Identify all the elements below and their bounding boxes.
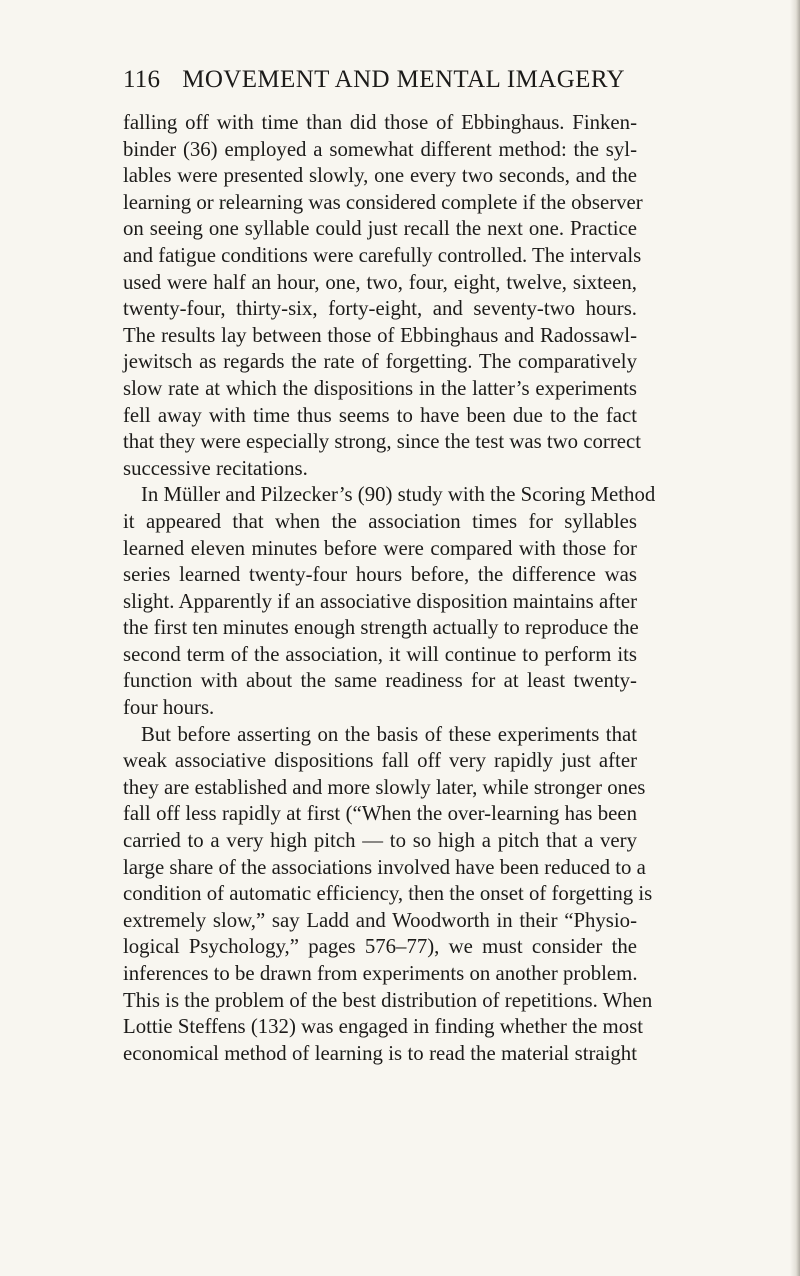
text-line: they are established and more slowly later, while stronger ones: [123, 775, 646, 799]
text-line: The results lay between those of Ebbinghaus and Radossawl-: [123, 323, 637, 347]
text-line: inferences to be drawn from experiments on another problem.: [123, 962, 638, 985]
text-line: used were half an hour, one, two, four, eight, twelve, sixteen,: [123, 270, 637, 294]
text-line: falling off with time than did those of Ebbinghaus. Finken-: [123, 111, 637, 134]
text-line: the first ten minutes enough strength actually to reproduce the: [123, 616, 639, 640]
text-line: carried to a very high pitch — to so high a pitch that a very: [123, 829, 637, 853]
text-line: This is the problem of the best distribution of repetitions. When: [123, 988, 653, 1012]
text-line: four hours.: [123, 696, 215, 720]
text-line: function with about the same readiness for at least twenty-: [123, 669, 637, 693]
text-line: But before asserting on the basis of these experiments that: [141, 722, 637, 746]
text-line: slow rate at which the dispositions in the latter’s experiments: [123, 376, 637, 400]
text-line: that they were especially strong, since the test was two correct: [123, 430, 642, 454]
text-line: and fatigue conditions were carefully controlled. The intervals: [123, 243, 642, 267]
text-line: series learned twenty-four hours before, the difference was: [123, 563, 637, 587]
text-line: weak associative dispositions fall off very rapidly just after: [123, 749, 637, 773]
text-line: condition of automatic efficiency, then the onset of forgetting is: [123, 882, 653, 906]
page-header: [123, 66, 637, 100]
text-line: second term of the association, it will continue to perform its: [123, 642, 637, 666]
text-line: binder (36) employed a somewhat different method: the syl-: [123, 137, 637, 161]
text-line: In Müller and Pilzecker’s (90) study with the Scoring Method: [141, 483, 656, 507]
text-line: fell away with time thus seems to have been due to the fact: [123, 403, 637, 427]
text-line: on seeing one syllable could just recall the next one. Practice: [123, 217, 637, 241]
text-line: large share of the associations involved have been reduced to a: [123, 855, 646, 879]
text-line: extremely slow,” say Ladd and Woodworth in their “Physio-: [123, 908, 637, 932]
text-line: jewitsch as regards the rate of forgetting. The comparatively: [123, 350, 637, 374]
text-line: slight. Apparently if an associative disposition maintains after: [123, 589, 638, 613]
text-line: it appeared that when the association times for syllables: [123, 509, 637, 533]
text-line: fall off less rapidly at first (“When the over-learning has been: [123, 802, 637, 826]
body-text: [123, 110, 656, 1067]
text-line: learning or relearning was considered complete if the observer: [123, 190, 643, 214]
page-edge-shadow: [790, 0, 800, 1276]
text-line: lables were presented slowly, one every two seconds, and the: [123, 164, 637, 188]
text-line: Lottie Steffens (132) was engaged in finding whether the most: [123, 1015, 643, 1039]
text-line: economical method of learning is to read the material straight: [123, 1041, 637, 1065]
text-line: learned eleven minutes before were compared with those for: [123, 536, 637, 560]
text-line: successive recitations.: [123, 456, 308, 480]
page-number: 116: [123, 66, 161, 93]
text-line: twenty-four, thirty-six, forty-eight, and seventy-two hours.: [123, 297, 637, 321]
text-line: logical Psychology,” pages 576–77), we must consider the: [123, 935, 637, 959]
running-head: MOVEMENT AND MENTAL IMAGERY: [182, 66, 626, 93]
